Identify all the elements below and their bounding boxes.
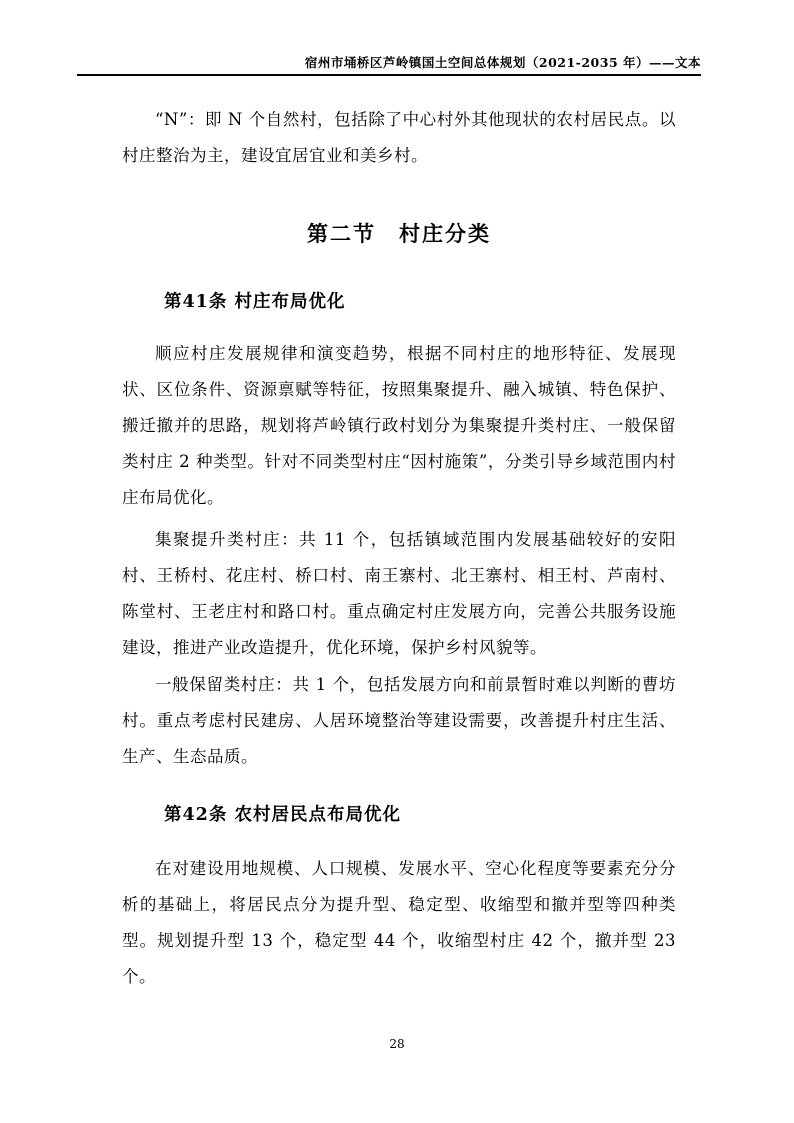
article-42-paragraph-1: 在对建设用地规模、人口规模、发展水平、空心化程度等要素充分分析的基础上，将居民点分为提升型、稳定型、收缩型和撤并型等四种类型。规划提升型 13 个，稳定型 44 个，收缩型村庄 42 个，撤并型 23 个。 <box>122 859 676 986</box>
article-41-paragraph-3: 一般保留类村庄：共 1 个，包括发展方向和前景暂时难以判断的曹坊村。重点考虑村民建房、人居环境整治等建设需要，改善提升村庄生活、生产、生态品质。 <box>122 675 676 766</box>
article-41-paragraph-2: 集聚提升类村庄：共 11 个，包括镇域范围内发展基础较好的安阳村、王桥村、花庄村、桥口村、南王寨村、北王寨村、相王村、芦南村、陈堂村、王老庄村和路口村。重点确定村庄发展方向，完善公共服务设施建设，推进产业改造提升，优化环境，保护乡村风貌等。 <box>122 530 676 657</box>
page-header <box>77 54 701 76</box>
page-number: 28 <box>389 1037 405 1051</box>
intro-paragraph: “N”：即 N 个自然村，包括除了中心村外其他现状的农村居民点。以村庄整治为主，建设宜居宜业和美乡村。 <box>122 110 676 165</box>
page-content <box>122 102 676 995</box>
section-heading: 第二节 村庄分类 <box>307 221 491 246</box>
article-41-heading: 第41条 村庄布局优化 <box>164 292 346 312</box>
article-42-heading: 第42条 农村居民点布局优化 <box>164 805 401 825</box>
header-title-text: 宿州市埇桥区芦岭镇国土空间总体规划（2021-2035 年）——文本 <box>304 55 701 70</box>
article-41-paragraph-1: 顺应村庄发展规律和演变趋势，根据不同村庄的地形特征、发展现状、区位条件、资源禀赋等特征，按照集聚提升、融入城镇、特色保护、搬迁撤并的思路，规划将芦岭镇行政村划分为集聚提升类村庄、一般保留类村庄 2 种类型。针对不同类型村庄“因村施策”，分类引导乡域范围内村庄布局优化。 <box>122 344 676 507</box>
